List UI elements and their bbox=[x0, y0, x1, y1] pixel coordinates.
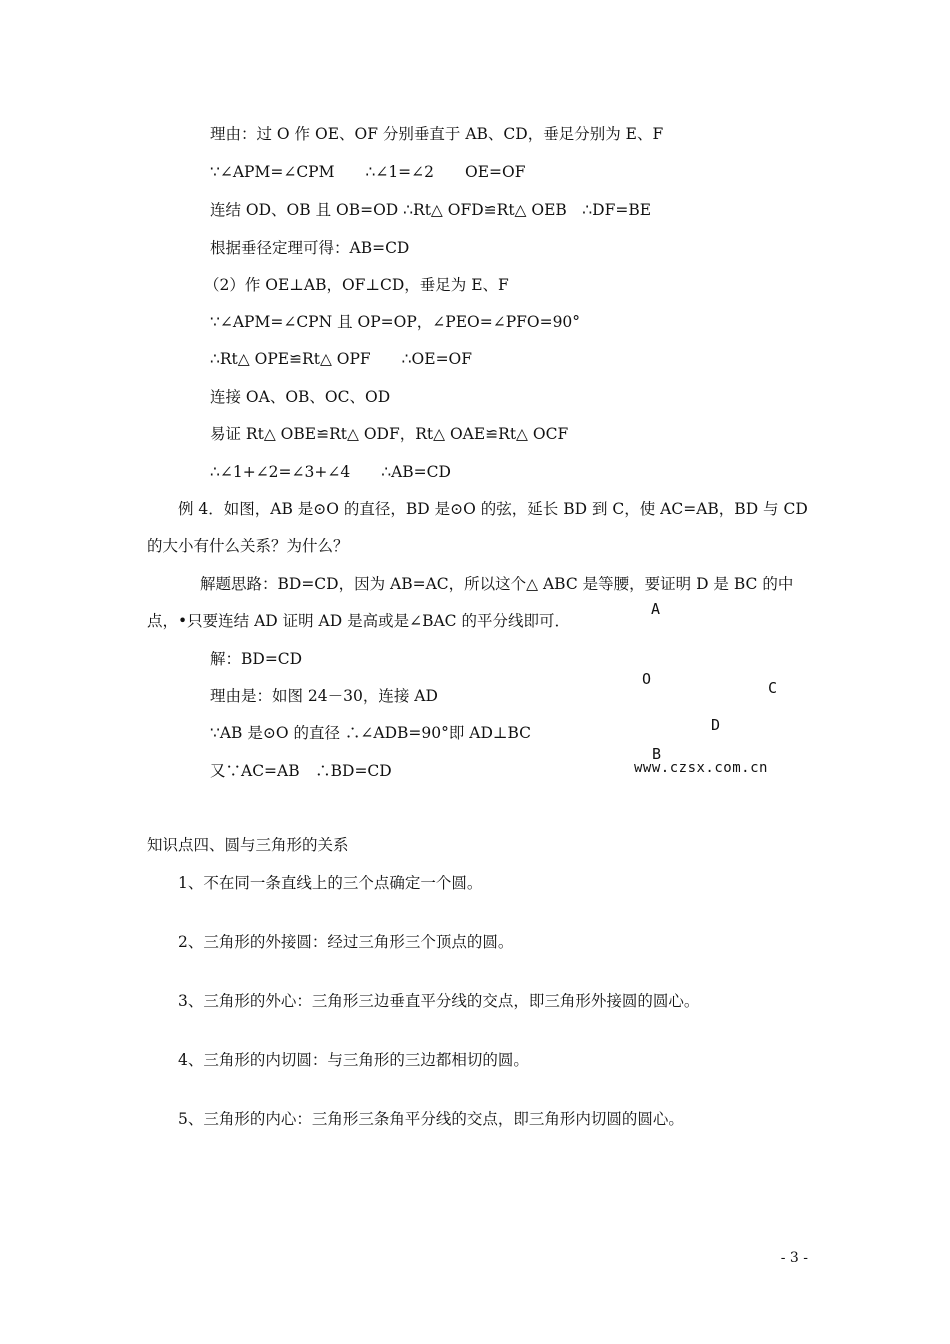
example-4-statement: 例 4．如图，AB 是⊙O 的直径，BD 是⊙O 的弦，延长 BD 到 C，使 AC=AB，BD 与 CD bbox=[178, 500, 808, 518]
proof-line-5: （2）作 OE⊥AB，OF⊥CD，垂足为 E、F bbox=[204, 276, 509, 294]
knowledge-item-5: 5、三角形的内心：三角形三条角平分线的交点，即三角形内切圆的圆心。 bbox=[178, 1110, 684, 1128]
proof-line-8: 连接 OA、OB、OC、OD bbox=[210, 388, 391, 406]
knowledge-item-4: 4、三角形的内切圆：与三角形的三边都相切的圆。 bbox=[178, 1051, 529, 1069]
page-number: - 3 - bbox=[780, 1250, 808, 1266]
figure-label-b: B bbox=[652, 745, 662, 763]
knowledge-item-3: 3、三角形的外心：三角形三边垂直平分线的交点，即三角形外接圆的圆心。 bbox=[178, 992, 700, 1010]
example-4-statement-cont: 的大小有什么关系？为什么？ bbox=[147, 537, 349, 555]
figure-label-c: C bbox=[768, 679, 778, 697]
solution-line-4: 又∵AC=AB ∴BD=CD bbox=[210, 762, 392, 780]
proof-line-10: ∴∠1+∠2=∠3+∠4 ∴AB=CD bbox=[210, 463, 451, 481]
solution-line-3: ∵AB 是⊙O 的直径 ∴∠ADB=90°即 AD⊥BC bbox=[210, 724, 532, 742]
solution-line-1: 解：BD=CD bbox=[210, 650, 303, 668]
proof-line-3: 连结 OD、OB 且 OB=OD ∴Rt△ OFD≌Rt△ OEB ∴DF=BE bbox=[210, 201, 652, 219]
proof-line-7: ∴Rt△ OPE≌Rt△ OPF ∴OE=OF bbox=[210, 350, 473, 368]
proof-line-4: 根据垂径定理可得：AB=CD bbox=[210, 239, 410, 257]
proof-line-9: 易证 Rt△ OBE≌Rt△ ODF，Rt△ OAE≌Rt△ OCF bbox=[210, 425, 569, 443]
watermark: www.czsx.com.cn bbox=[634, 760, 768, 776]
proof-line-6: ∵∠APM=∠CPN 且 OP=OP，∠PEO=∠PFO=90° bbox=[210, 313, 581, 331]
solution-line-2: 理由是：如图 24－30，连接 AD bbox=[210, 687, 438, 705]
solution-idea: 解题思路：BD=CD，因为 AB=AC，所以这个△ ABC 是等腰，要证明 D 是 BC 的中 bbox=[200, 575, 794, 593]
figure-label-d: D bbox=[711, 716, 721, 734]
solution-idea-cont: 点，•只要连结 AD 证明 AD 是高或是∠BAC 的平分线即可． bbox=[147, 612, 570, 630]
proof-line-2: ∵∠APM=∠CPM ∴∠1=∠2 OE=OF bbox=[210, 163, 526, 181]
knowledge-item-2: 2、三角形的外接圆：经过三角形三个顶点的圆。 bbox=[178, 933, 514, 951]
knowledge-item-1: 1、不在同一条直线上的三个点确定一个圆。 bbox=[178, 874, 483, 892]
figure-label-a: A bbox=[651, 600, 661, 618]
figure-label-o: O bbox=[642, 670, 652, 688]
section-heading: 知识点四、圆与三角形的关系 bbox=[147, 836, 349, 854]
proof-line-1: 理由：过 O 作 OE、OF 分别垂直于 AB、CD，垂足分别为 E、F bbox=[210, 125, 664, 143]
